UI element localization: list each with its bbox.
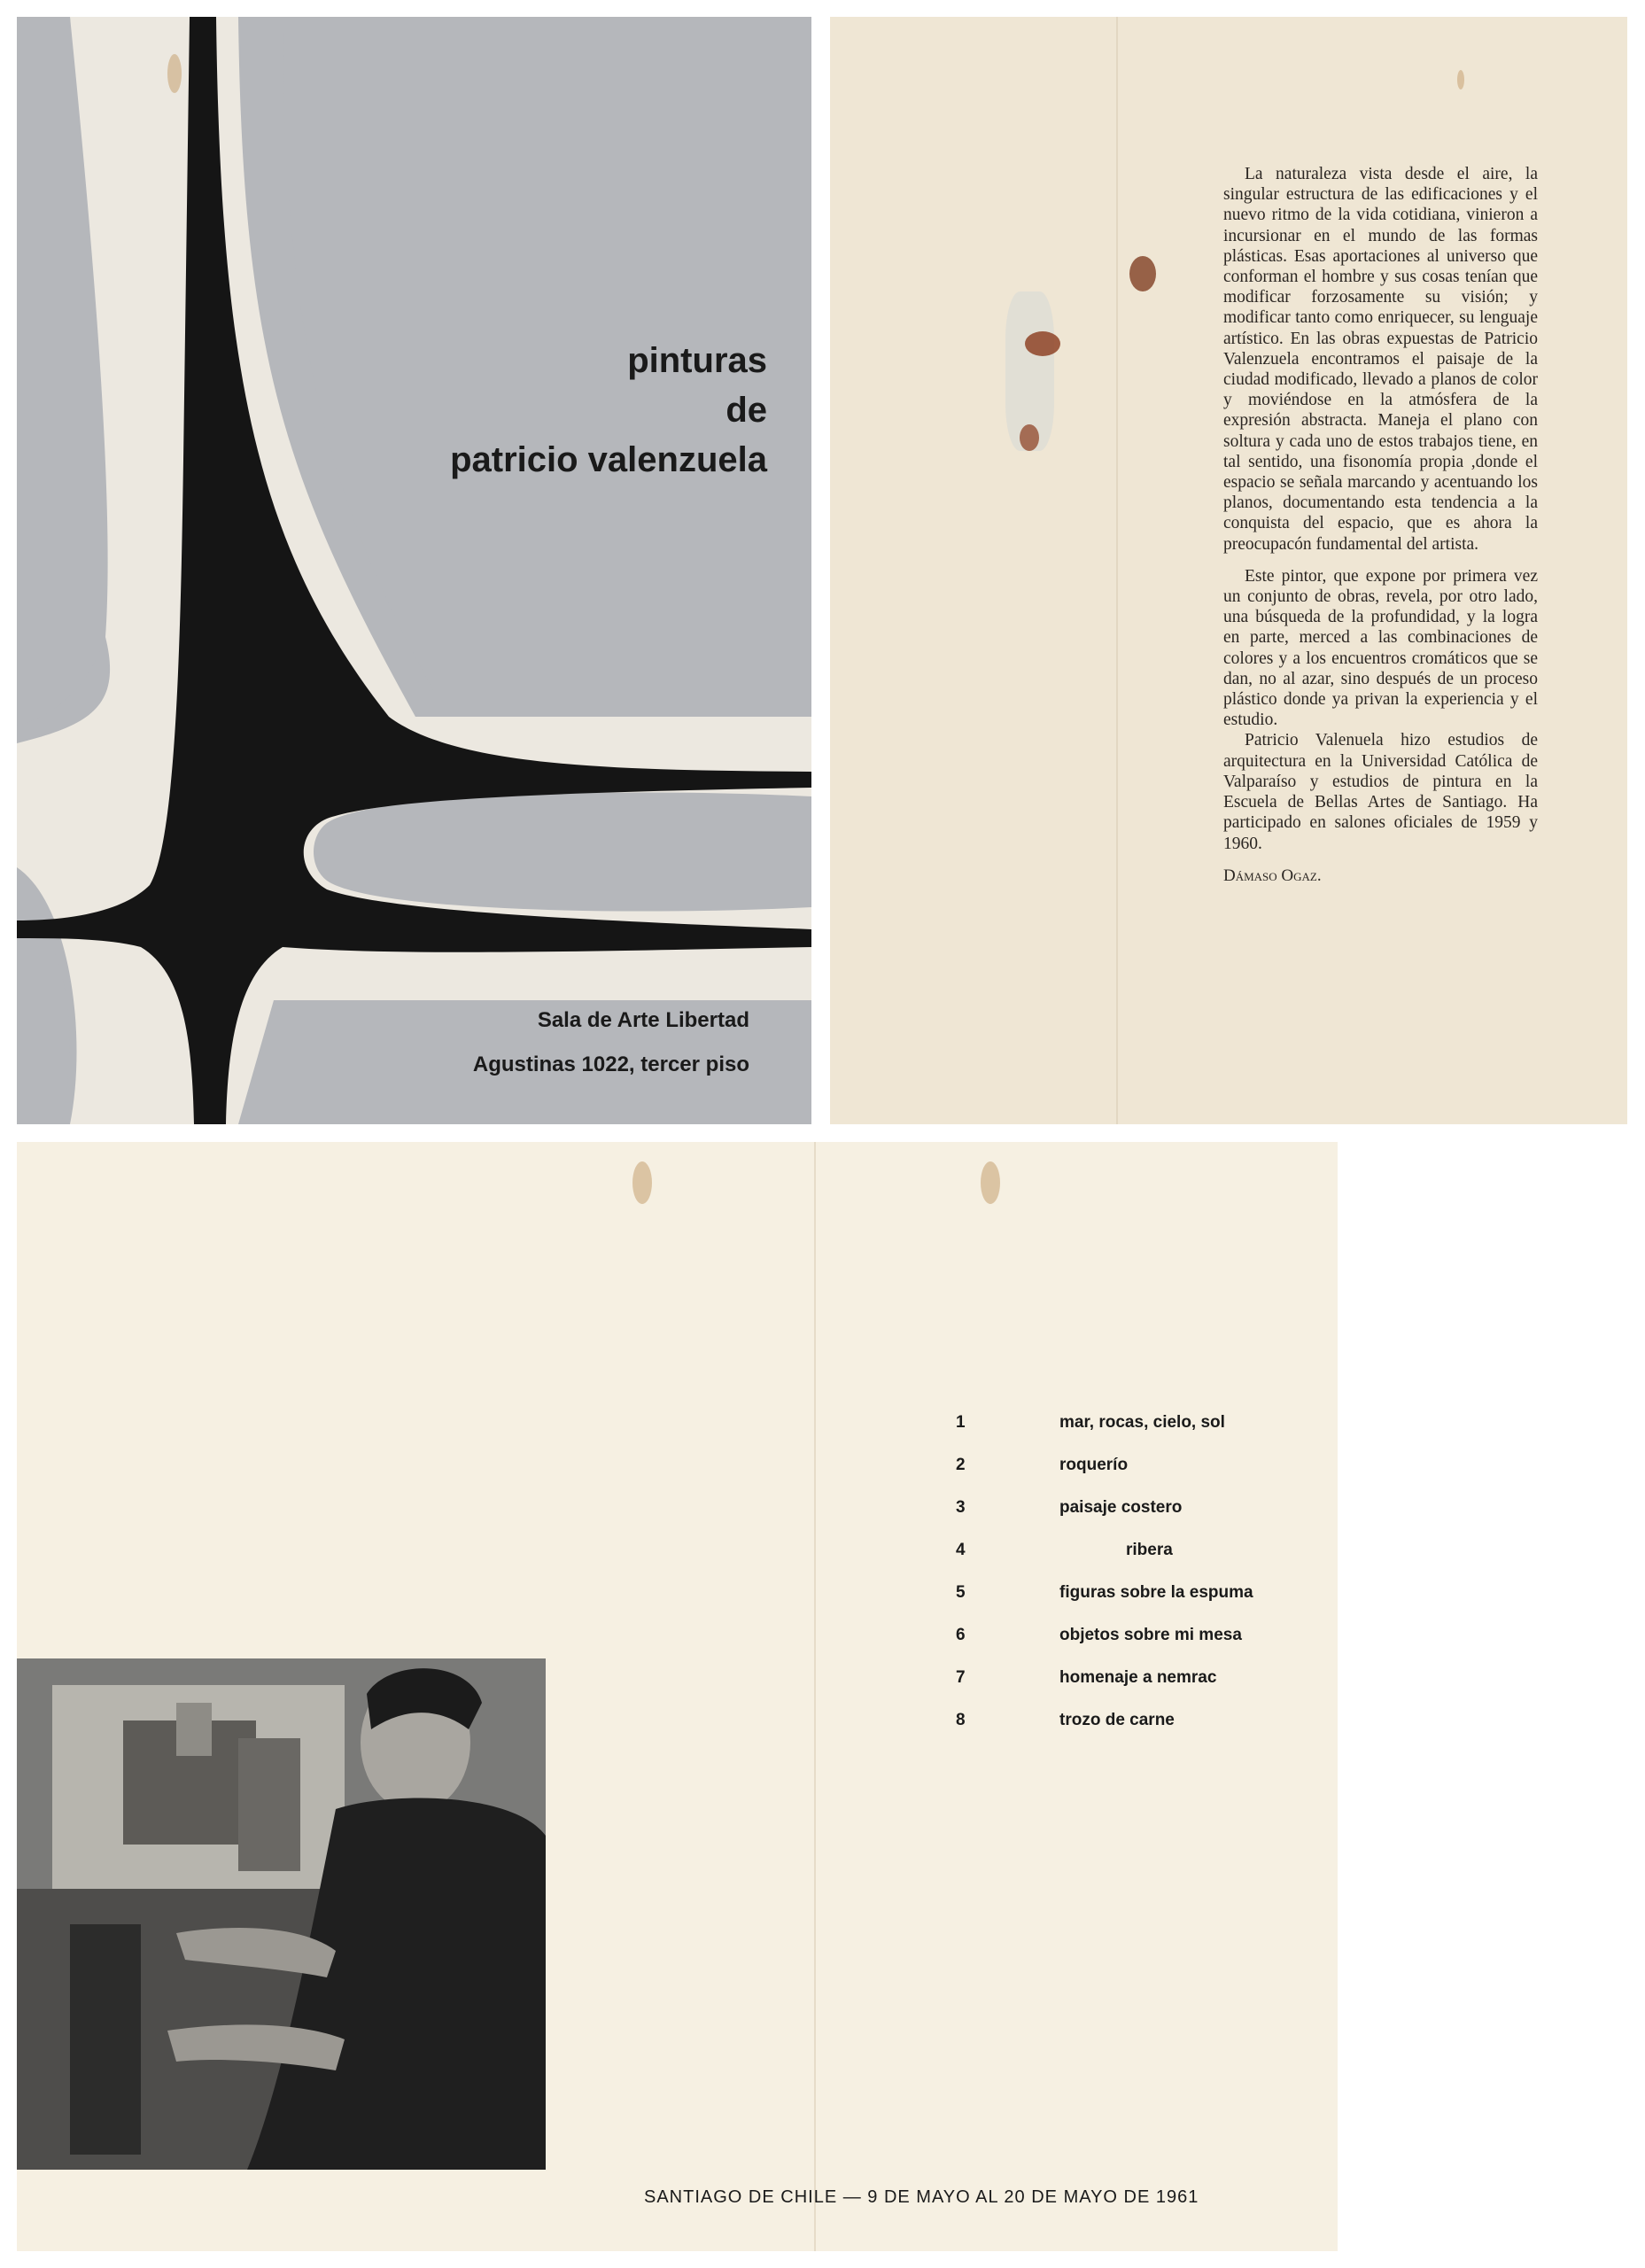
essay-paragraph-1: La naturaleza vista desde el aire, la singular estructura de las edificaciones y el nuevo ritmo de la vida cotidiana, vinieron a incursionar en el mundo de las formas plásticas. Esas aportaciones al universo que conforman el hombre y sus cosas tenían que modificar forzosamente su visión; y modificar tanto como enriquecer, su lenguaje artístico. En las obras expuestas de Patricio Valenzuela encontramos el paisaje de la ciudad modificado, llevado a planos de color y moviéndose en la atmósfera de la expresión abstracta. Maneja el plano con soltura y cada uno de estos trabajos tiene, en tal sentido, una fisonomía propia ,donde el espacio se señala marcando y acentuando los planos, documentando esta tendencia a la conquista del espacio, que es ahora la preocupacón fundamental del artista.	[1223, 165, 1538, 554]
paper-stain	[1020, 424, 1039, 451]
paper-stain	[1025, 331, 1060, 356]
work-number: 4	[956, 1541, 966, 1559]
work-title: objetos sobre mi mesa	[1059, 1626, 1242, 1644]
cover-title-line-1: pinturas	[627, 341, 767, 380]
work-number: 1	[956, 1413, 966, 1432]
work-number: 2	[956, 1456, 966, 1474]
paper-stain	[1457, 70, 1464, 89]
work-number: 6	[956, 1626, 966, 1644]
work-number: 3	[956, 1498, 966, 1517]
artist-photo-image	[17, 1658, 546, 2170]
work-title: mar, rocas, cielo, sol	[1059, 1413, 1225, 1432]
cover-abstract-cross-graphic	[17, 17, 811, 1124]
cover-title-line-3: patricio valenzuela	[450, 440, 767, 479]
cover-title-line-2: de	[726, 391, 767, 430]
exhibition-dates-footer: SANTIAGO DE CHILE — 9 DE MAYO AL 20 DE MAYO DE 1961	[644, 2187, 1199, 2207]
venue-address: Agustinas 1022, tercer piso	[472, 1052, 749, 1076]
essay-paragraph-3: Patricio Valenuela hizo estudios de arquitectura en la Universidad Católica de Valparaíso y estudios de pintura en la Escuela de Bellas Artes de Santiago. Ha participado en salones oficiales de 1959 y 1960.	[1223, 731, 1538, 853]
essay-page	[830, 17, 1627, 1124]
work-title: ribera	[1126, 1541, 1173, 1559]
work-number: 7	[956, 1668, 966, 1687]
essay-paragraph-2: Este pintor, que expone por primera vez un conjunto de obras, revela, por otro lado, una búsqueda de la profundidad, y la logra en parte, merced a las combinaciones de colores y a los encuentros cromáticos que se dan, no al azar, sino después de un proceso plástico donde ya privan la experiencia y el estudio.	[1223, 566, 1538, 730]
paper-stain	[1129, 256, 1156, 291]
work-title: homenaje a nemrac	[1059, 1668, 1217, 1687]
catalog-cover	[17, 17, 811, 1124]
paper-stain	[167, 54, 182, 93]
cover-title	[450, 336, 767, 485]
work-number: 8	[956, 1711, 966, 1729]
work-title: figuras sobre la espuma	[1059, 1583, 1253, 1602]
essay-signature: Dámaso Ogaz.	[1223, 866, 1322, 885]
work-number: 5	[956, 1583, 966, 1602]
work-title: trozo de carne	[1059, 1711, 1175, 1729]
work-title: roquerío	[1059, 1456, 1129, 1474]
work-title: paisaje costero	[1059, 1498, 1183, 1517]
paper-stain	[981, 1161, 1000, 1204]
page-fold-line	[814, 1142, 816, 2251]
paper-stain	[632, 1161, 652, 1204]
page-fold-line	[1116, 17, 1118, 1124]
cover-venue	[473, 998, 749, 1087]
essay-text	[1223, 164, 1538, 886]
catalog-inner-spread	[17, 1142, 1338, 2251]
artist-photograph	[17, 1658, 546, 2170]
venue-name: Sala de Arte Libertad	[537, 1008, 749, 1032]
